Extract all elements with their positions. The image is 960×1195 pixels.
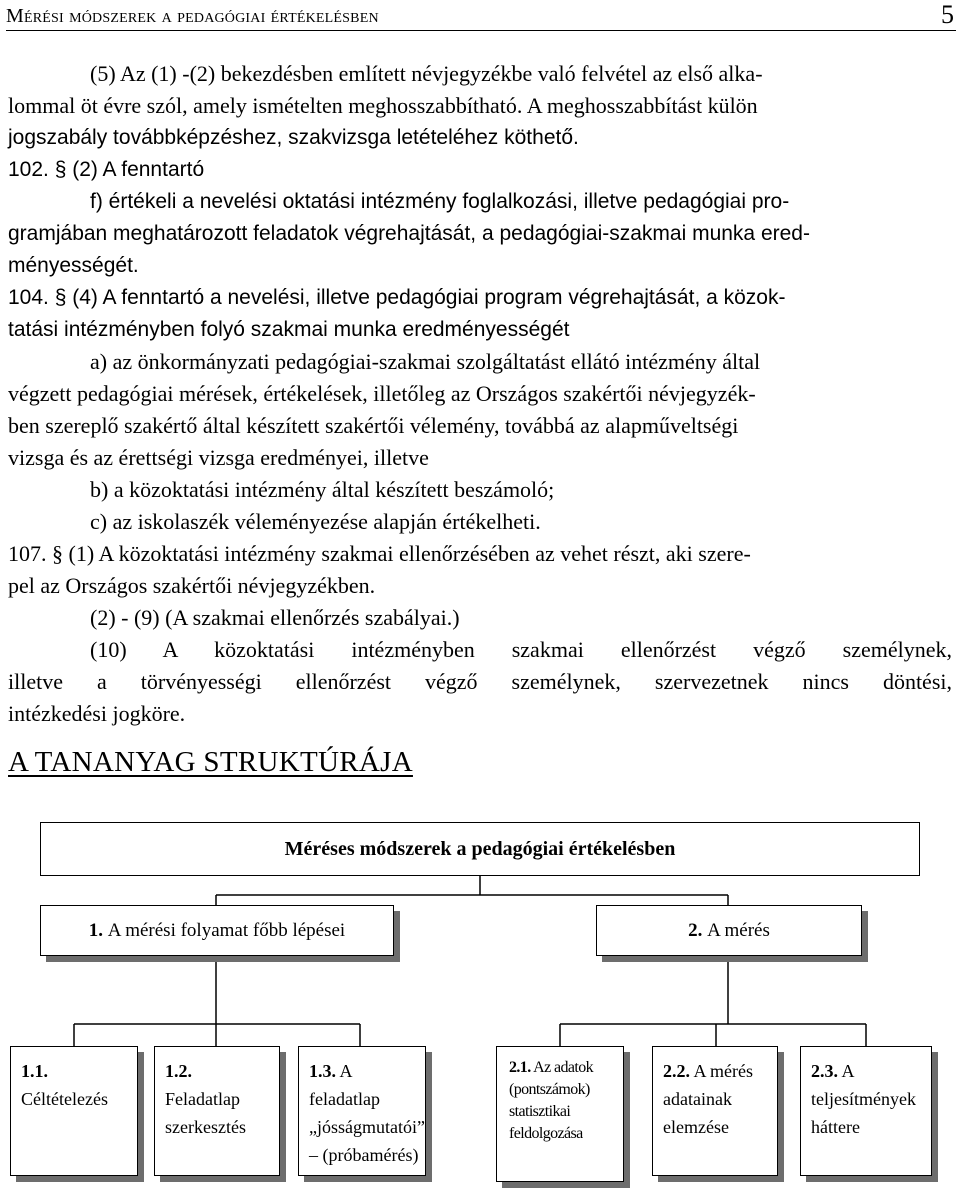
leaf-1-2 (154, 1046, 280, 1176)
section-heading: A TANANYAG STRUKTÚRÁJA (8, 746, 413, 778)
text-line: 107. § (1) A közoktatási intézmény szakmai ellenőrzésében az vehet részt, aki szere- (8, 541, 751, 566)
leaf-1-3 (298, 1046, 426, 1176)
text-line: lommal öt évre szól, amely ismételten meghosszabbítható. A meghosszabbítást külön (8, 93, 758, 118)
leaf-2-2 (652, 1046, 778, 1176)
text-line: intézkedési jogköre. (8, 701, 186, 726)
branch-label: A mérés (707, 919, 770, 941)
leaf-label: A teljesítmények háttere (811, 1061, 916, 1137)
text-line: ben szereplő szakértő által készített szakértői vélemény, továbbá az alapműveltségi (8, 413, 739, 438)
leaf-label: A mérés adatainak elemzése (663, 1061, 753, 1137)
leaf-1-1 (10, 1046, 138, 1176)
text-line: b) a közoktatási intézmény által készített beszámoló; (90, 477, 555, 502)
page-number: 5 (941, 0, 954, 29)
text-line: ményességét. (8, 254, 139, 277)
text-line: c) az iskolaszék véleményezése alapján értékelheti. (90, 509, 541, 534)
leaf-label: Az adatok (pontszámok) statisztikai feldolgozása (509, 1059, 594, 1142)
leaf-2-3 (800, 1046, 932, 1176)
leaf-number: 1.2. (165, 1061, 192, 1081)
text-line: vizsga és az érettségi vizsga eredményei, illetve (8, 445, 429, 470)
text-line: (2) - (9) (A szakmai ellenőrzés szabályai.) (90, 605, 460, 630)
text-line: végzett pedagógiai mérések, értékelések, illetőleg az Országos szakértői névjegyzék- (8, 381, 756, 406)
running-title: Mérési módszerek a pedagógiai értékelésben (6, 5, 379, 27)
branch-label: A mérési folyamat főbb lépései (107, 919, 346, 941)
text-line: f) értékeli a nevelési oktatási intézmény foglalkozási, illetve pedagógiai pro- (90, 190, 790, 213)
text-line: gramjában meghatározott feladatok végrehajtását, a pedagógiai-szakmai munka ered- (8, 222, 810, 245)
text-line: 104. § (4) A fenntartó a nevelési, illetve pedagógiai program végrehajtását, a közok- (8, 286, 786, 309)
leaf-number: 2.3. (811, 1061, 838, 1081)
branch-number: 2. (688, 919, 703, 941)
leaf-number: 2.2. (663, 1061, 690, 1081)
leaf-label: Céltételezés (21, 1089, 108, 1109)
text-line: illetve a törvényességi ellenőrzést végző személynek, szervezetnek nincs döntési, (8, 669, 952, 694)
diagram-root: Méréses módszerek a pedagógiai értékelésben (40, 822, 920, 876)
leaf-label: A feladatlap „jósságmutatói” – (próbamérés) (309, 1061, 425, 1165)
branch-2 (596, 905, 862, 956)
text-line: pel az Országos szakértői névjegyzékben. (8, 573, 376, 598)
text-line: 102. § (2) A fenntartó (8, 158, 205, 181)
leaf-number: 1.1. (21, 1061, 48, 1081)
text-line: (10) A közoktatási intézményben szakmai ellenőrzést végző személynek, (90, 637, 952, 662)
text-line: jogszabály továbbképzéshez, szakvizsga letételéhez köthető. (8, 126, 579, 149)
branch-number: 1. (88, 919, 104, 941)
leaf-number: 1.3. (309, 1061, 336, 1081)
branch-1 (40, 905, 394, 956)
text-line: tatási intézményben folyó szakmai munka eredményességét (8, 318, 570, 341)
text-line: a) az önkormányzati pedagógiai-szakmai szolgáltatást ellátó intézmény által (90, 349, 761, 374)
leaf-2-1 (496, 1046, 624, 1182)
leaf-label: Feladatlap szerkesztés (165, 1089, 246, 1137)
text-line: (5) Az (1) -(2) bekezdésben említett névjegyzékbe való felvétel az első alka- (90, 61, 763, 86)
leaf-number: 2.1. (509, 1059, 531, 1076)
